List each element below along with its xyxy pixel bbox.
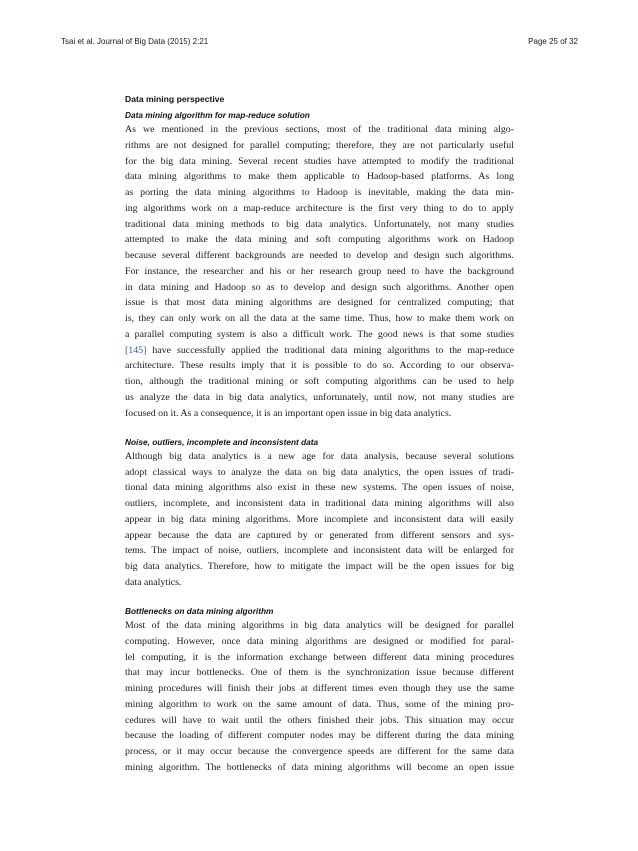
paragraph-line: Although big data analytics is a new age for data analysis, because several solutions	[125, 450, 514, 462]
paragraph-line: computing. However, once data mining algorithms are designed or modified for paral-	[125, 635, 514, 647]
paragraph-line: appear because the data are captured by or generated from different sensors and sys-	[125, 529, 514, 541]
paragraph-line: data analytics.	[125, 576, 182, 588]
paragraph-noise	[125, 449, 514, 591]
paragraph-line: mining procedures will finish their jobs at different times even though they use the same	[125, 683, 514, 694]
paragraph-line: tion, although the traditional mining or soft computing algorithms can be used to help	[125, 376, 514, 387]
paragraph-line: Most of the data mining algorithms in big data analytics will be designed for parallel	[125, 620, 514, 631]
paragraph-line: mining algorithm to work on the same amount of data. Thus, some of the mining pro-	[125, 698, 514, 710]
paragraph-line: tional data mining algorithms also exist in these new systems. The open issues of noise,	[125, 482, 514, 494]
paragraph-line: a parallel computing system is also a difficult work. The good news is that some studies	[125, 328, 514, 340]
paragraph-line: focused on it. As a consequence, it is an important open issue in big data analytics.	[125, 407, 452, 419]
paragraph-line: because the loading of different computer nodes may be different during the data mining	[125, 730, 514, 742]
paragraph-line: is, they can only work on all the data at the same time. Thus, how to make them work on	[125, 313, 514, 324]
paragraph-map-reduce	[125, 122, 514, 421]
paragraph-line: in data mining and Hadoop so as to develop and design such algorithms. Another open	[125, 281, 514, 293]
paragraph-line: ing algorithms work on a map-reduce architecture is the first very thing to do to apply	[125, 202, 514, 214]
paragraph-line: appear in big data mining algorithms. More incomplete and inconsistent data will easily	[125, 513, 514, 525]
paragraph-line: architecture. These results imply that it is possible to do so. According to our observa-	[125, 360, 514, 372]
subsection-title-noise: Noise, outliers, incomplete and inconsistent data	[125, 436, 319, 447]
body-content	[125, 92, 514, 776]
paragraph-line: attempted to make the data mining and soft computing algorithms work on Hadoop	[125, 234, 514, 246]
paragraph-line: data mining algorithms to make them applicable to Hadoop-based platforms. As long	[125, 171, 514, 183]
page-number: Page 25 of 32	[528, 37, 578, 46]
subsection-title-map-reduce: Data mining algorithm for map-reduce solution	[125, 110, 310, 120]
paragraph-line: us analyze the data in big data analytics, unfortunately, until now, not many studies are	[125, 391, 514, 403]
paragraph-line: tems. The impact of noise, outliers, incomplete and inconsistent data will be enlarged for	[125, 545, 514, 557]
paragraph-line: issue is that most data mining algorithms are designed for centralized computing; that	[125, 297, 514, 309]
paragraph-line: for the big data mining. Several recent studies have attempted to modify the traditional	[125, 155, 514, 167]
paragraph-line: For instance, the researcher and his or her research group need to have the background	[125, 265, 514, 277]
running-head: Tsai et al. Journal of Big Data (2015) 2:21	[61, 37, 209, 46]
paragraph-line: rithms are not designed for parallel computing; therefore, they are not particularly useful	[125, 139, 514, 151]
paragraph-line: adopt classical ways to analyze the data on big data analytics, the open issues of tradi-	[125, 466, 514, 478]
paragraph-line: that may incur bottlenecks. One of them is the synchronization issue because different	[125, 667, 514, 679]
paragraph-line: big data analytics. Therefore, how to mitigate the impact will be the open issues for big	[125, 561, 514, 572]
paragraph-line: mining algorithm. The bottlenecks of data mining algorithms will become an open issue	[125, 761, 514, 773]
citation-link[interactable]: [145]	[125, 344, 147, 356]
paragraph-line: outliers, incomplete, and inconsistent data in traditional data mining algorithms will also	[125, 498, 514, 509]
subsection-title-bottlenecks: Bottlenecks on data mining algorithm	[125, 606, 274, 616]
paragraph-line: as porting the data mining algorithms to Hadoop is inevitable, making the data min-	[125, 187, 514, 198]
section-title: Data mining perspective	[125, 94, 225, 104]
paragraph-line: process, or it may occur because the convergence speeds are different for the same data	[125, 746, 514, 757]
paragraph-bottlenecks	[125, 618, 514, 776]
paragraph-line: As we mentioned in the previous sections, most of the traditional data mining algo-	[125, 124, 514, 135]
paragraph-line: because several different backgrounds are needed to develop and design such algorithms.	[125, 250, 514, 261]
paragraph-line: cedures will have to wait until the others finished their jobs. This situation may occur	[125, 714, 514, 726]
paragraph-line: lel computing, it is the information exchange between different data mining procedures	[125, 651, 514, 663]
paragraph-line: traditional data mining methods to big data analytics. Unfortunately, not many studies	[125, 218, 514, 230]
paragraph-line: [145] have successfully applied the traditional data mining algorithms to the map-reduce	[125, 344, 514, 356]
